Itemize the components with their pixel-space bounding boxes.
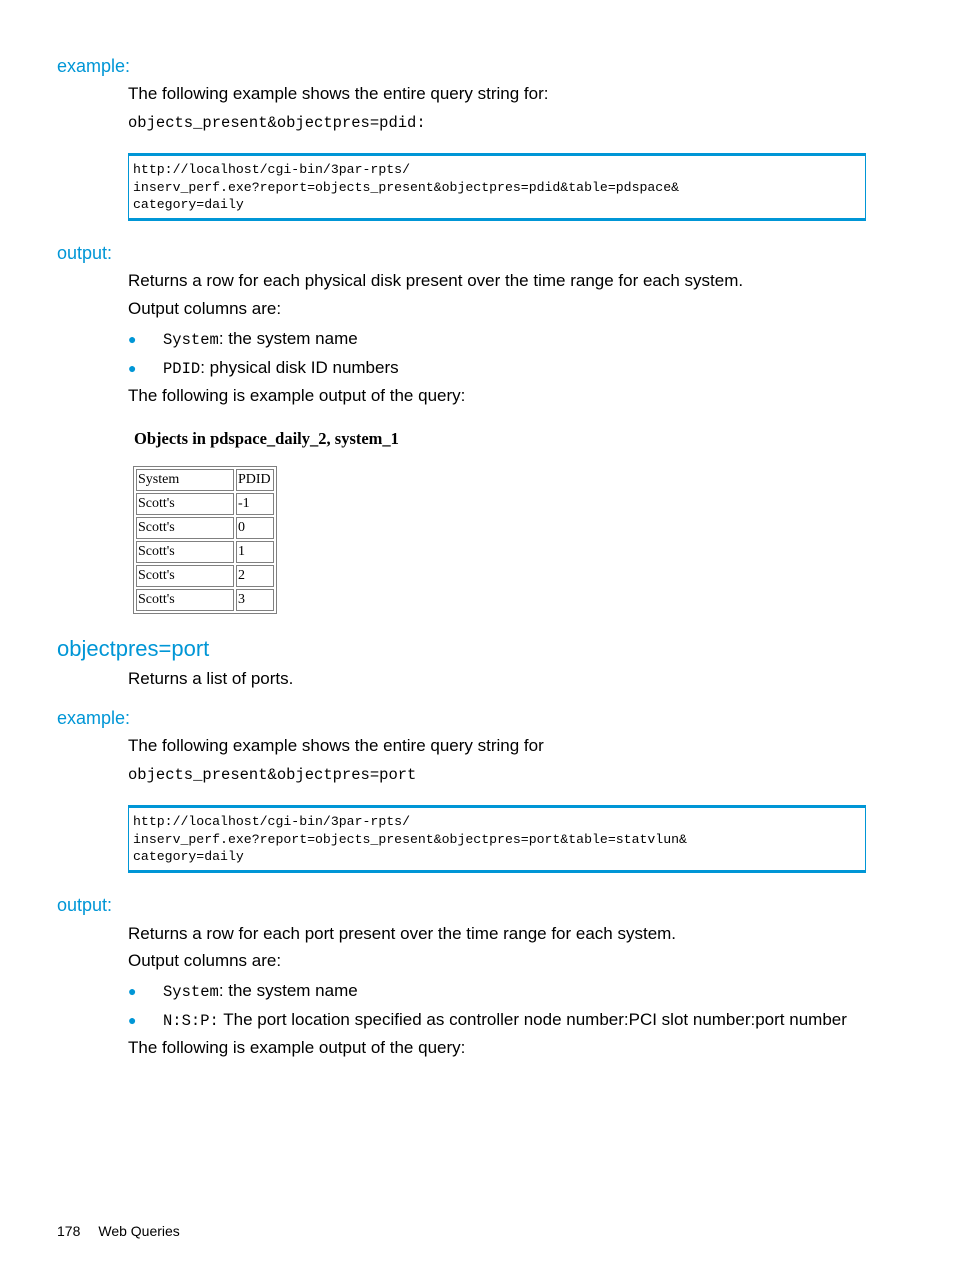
- example-intro: The following example shows the entire query string for:: [128, 84, 549, 103]
- table-cell: Scott's: [136, 541, 234, 563]
- column-name: PDID: [163, 360, 201, 378]
- column-description: : physical disk ID numbers: [200, 358, 399, 377]
- code-line: category=daily: [133, 849, 244, 865]
- bullet-icon: ●: [128, 1012, 137, 1028]
- bullet-item: [163, 981, 358, 1001]
- section-description: Returns a list of ports.: [128, 669, 294, 688]
- header-cell: System: [136, 469, 234, 491]
- table-cell: -1: [236, 493, 274, 515]
- table-row: [136, 589, 274, 611]
- code-block-pdid: [128, 153, 866, 221]
- table-row: [136, 541, 274, 563]
- bullet-item: [163, 358, 399, 378]
- bullet-icon: ●: [128, 331, 137, 347]
- table-row: [136, 493, 274, 515]
- columns-intro: Output columns are:: [128, 299, 282, 318]
- page-footer: [57, 1223, 180, 1239]
- table-row: [136, 565, 274, 587]
- code-line: http://localhost/cgi-bin/3par-rpts/: [133, 814, 410, 829]
- example-output-intro: The following is example output of the query:: [128, 1038, 466, 1057]
- code-line: inserv_perf.exe?report=objects_present&objectpres=pdid&table=pdspace&: [133, 179, 680, 195]
- column-name: System: [163, 983, 219, 1001]
- table-cell: 2: [236, 565, 274, 587]
- figure-title: Objects in pdspace_daily_2, system_1: [134, 429, 399, 448]
- table-cell: Scott's: [136, 589, 234, 611]
- column-description: The port location specified as controller node number:PCI slot number:port number: [218, 1010, 847, 1029]
- example-query: objects_present&objectpres=pdid:: [128, 114, 426, 132]
- bullet-icon: ●: [128, 360, 137, 376]
- output-heading: output:: [57, 895, 113, 915]
- column-description: : the system name: [218, 981, 358, 1000]
- output-description: Returns a row for each physical disk present over the time range for each system.: [128, 271, 744, 290]
- section-heading-objectpres-port: objectpres=port: [57, 636, 210, 661]
- code-line: category=daily: [133, 197, 244, 213]
- output-heading: output:: [57, 243, 113, 263]
- example-query: objects_present&objectpres=port: [128, 766, 417, 784]
- table-row: [136, 517, 274, 539]
- table-cell: Scott's: [136, 565, 234, 587]
- bullet-item: [163, 1010, 847, 1030]
- column-description: : the system name: [218, 329, 358, 348]
- table-cell: 0: [236, 517, 274, 539]
- example-intro: The following example shows the entire query string for: [128, 736, 544, 755]
- example-output-intro: The following is example output of the query:: [128, 386, 466, 405]
- page-number: 178: [57, 1223, 81, 1239]
- table-cell: Scott's: [136, 493, 234, 515]
- bullet-icon: ●: [128, 983, 137, 999]
- header-cell: PDID: [236, 469, 274, 491]
- example-heading: example:: [57, 56, 131, 76]
- table-cell: 3: [236, 589, 274, 611]
- example-heading: example:: [57, 708, 131, 728]
- column-name: N:S:P:: [163, 1012, 219, 1030]
- table-header-row: [136, 469, 274, 491]
- code-line: http://localhost/cgi-bin/3par-rpts/: [133, 162, 410, 177]
- column-name: System: [163, 331, 219, 349]
- bullet-item: [163, 329, 358, 349]
- footer-section-title: Web Queries: [98, 1223, 180, 1239]
- table-cell: 1: [236, 541, 274, 563]
- results-table: [133, 466, 277, 614]
- columns-intro: Output columns are:: [128, 951, 282, 970]
- table-cell: Scott's: [136, 517, 234, 539]
- code-block-port: [128, 805, 866, 873]
- output-description: Returns a row for each port present over the time range for each system.: [128, 924, 677, 943]
- code-line: inserv_perf.exe?report=objects_present&objectpres=port&table=statvlun&: [133, 831, 687, 847]
